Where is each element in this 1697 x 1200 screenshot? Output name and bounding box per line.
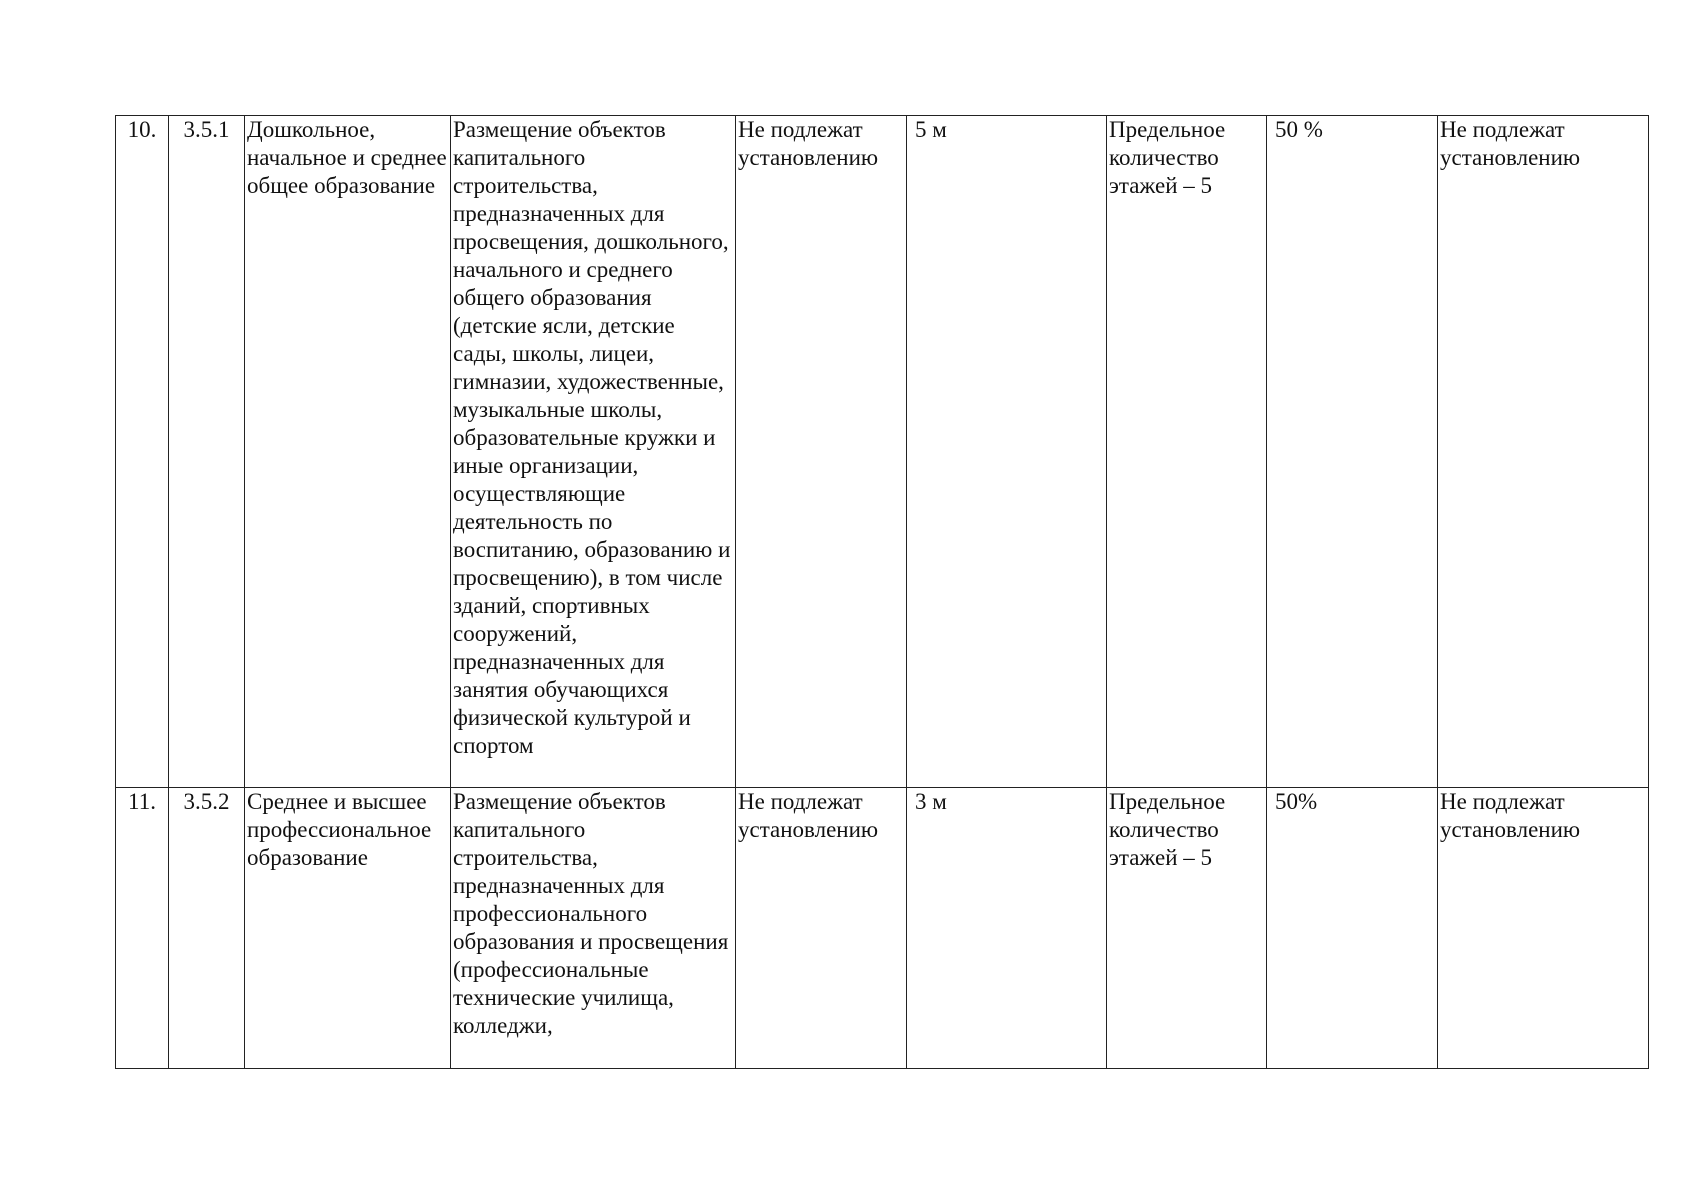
row-number: 10.: [116, 116, 169, 788]
use-code: 3.5.1: [169, 116, 245, 788]
cell-col6: 5 м: [907, 116, 1107, 788]
cell-col9: Не подлежат установлению: [1438, 788, 1649, 1069]
cell-col9: Не подлежат установлению: [1438, 116, 1649, 788]
cell-col5: Не подлежат установлению: [736, 116, 907, 788]
cell-col5: Не подлежат установлению: [736, 788, 907, 1069]
land-use-table: [115, 115, 1649, 1069]
table-row: [116, 788, 1649, 1069]
cell-col8: 50 %: [1267, 116, 1438, 788]
cell-col8: 50%: [1267, 788, 1438, 1069]
cell-col7: Предельное количество этажей – 5: [1107, 788, 1267, 1069]
use-name: Дошкольное, начальное и среднее общее образование: [245, 116, 451, 788]
cell-col6: 3 м: [907, 788, 1107, 1069]
use-code: 3.5.2: [169, 788, 245, 1069]
table-row: [116, 116, 1649, 788]
use-name: Среднее и высшее профессиональное образование: [245, 788, 451, 1069]
cell-col7: Предельное количество этажей – 5: [1107, 116, 1267, 788]
use-description: Размещение объектов капитального строительства, предназначенных для профессионального образования и просвещения (профессиональные технические училища, колледжи,: [451, 788, 736, 1069]
row-number: 11.: [116, 788, 169, 1069]
use-description: Размещение объектов капитального строительства, предназначенных для просвещения, дошкольного, начального и среднего общего образования (детские ясли, детские сады, школы, лицеи, гимназии, художественные, музыкальные школы, образовательные кружки и иные организации, осуществляющие деятельность по воспитанию, образованию и просвещению), в том числе зданий, спортивных сооружений, предназначенных для занятия обучающихся физической культурой и спортом: [451, 116, 736, 788]
